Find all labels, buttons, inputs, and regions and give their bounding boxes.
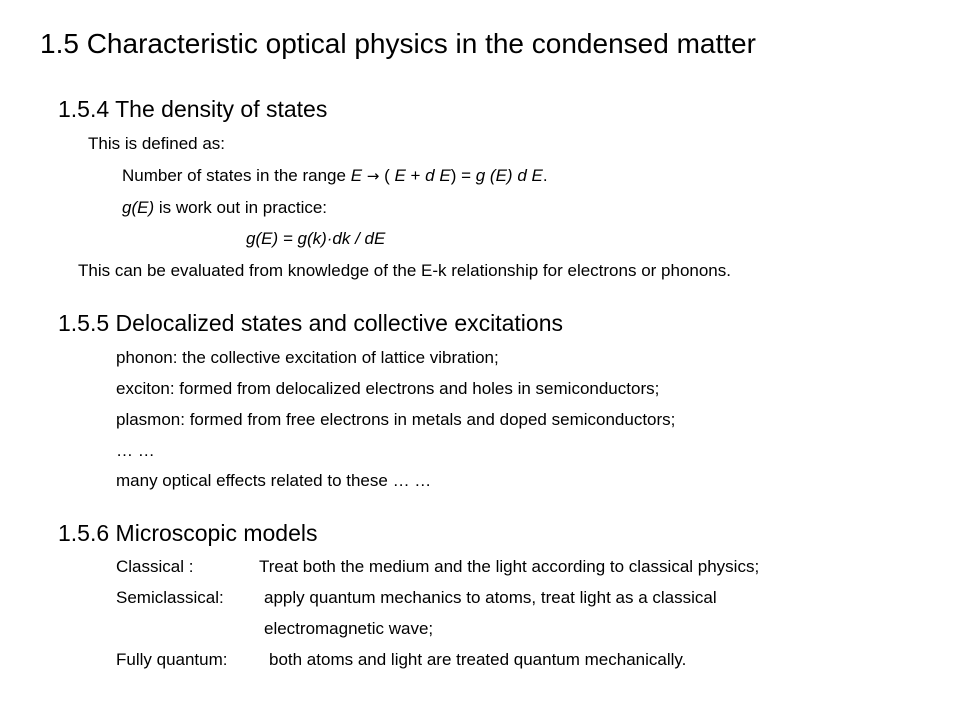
semiclassical-text-continued: electromagnetic wave;: [264, 619, 434, 638]
section-heading-density-of-states: 1.5.4 The density of states: [58, 96, 328, 122]
definition-intro: This is defined as:: [88, 134, 226, 153]
density-formula: g(E) = g(k)·dk / dE: [246, 229, 386, 248]
number-of-states-definition: Number of states in the range E → ( E + d E) = g (E) d E.: [122, 166, 548, 185]
fully-quantum-label: Fully quantum:: [116, 650, 228, 669]
evaluation-note: This can be evaluated from knowledge of the E-k relationship for electrons or phonons.: [78, 261, 731, 280]
list-item-plasmon: plasmon: formed from free electrons in metals and doped semiconductors;: [116, 410, 676, 429]
list-item-optical-effects: many optical effects related to these … …: [116, 471, 432, 490]
classical-text: Treat both the medium and the light according to classical physics;: [259, 557, 760, 576]
work-out-line: g(E) is work out in practice:: [122, 198, 328, 217]
semiclassical-text: apply quantum mechanics to atoms, treat light as a classical: [264, 588, 717, 607]
list-item-exciton: exciton: formed from delocalized electrons and holes in semiconductors;: [116, 379, 660, 398]
fully-quantum-text: both atoms and light are treated quantum mechanically.: [269, 650, 687, 669]
slide-title: 1.5 Characteristic optical physics in the condensed matter: [40, 28, 756, 59]
right-arrow-icon: →: [366, 167, 380, 185]
semiclassical-label: Semiclassical:: [116, 588, 224, 607]
list-item-ellipsis: … …: [116, 441, 155, 460]
section-heading-microscopic-models: 1.5.6 Microscopic models: [58, 520, 318, 546]
section-heading-delocalized-states: 1.5.5 Delocalized states and collective excitations: [58, 310, 564, 336]
list-item-phonon: phonon: the collective excitation of lattice vibration;: [116, 348, 499, 367]
classical-label: Classical :: [116, 557, 194, 576]
